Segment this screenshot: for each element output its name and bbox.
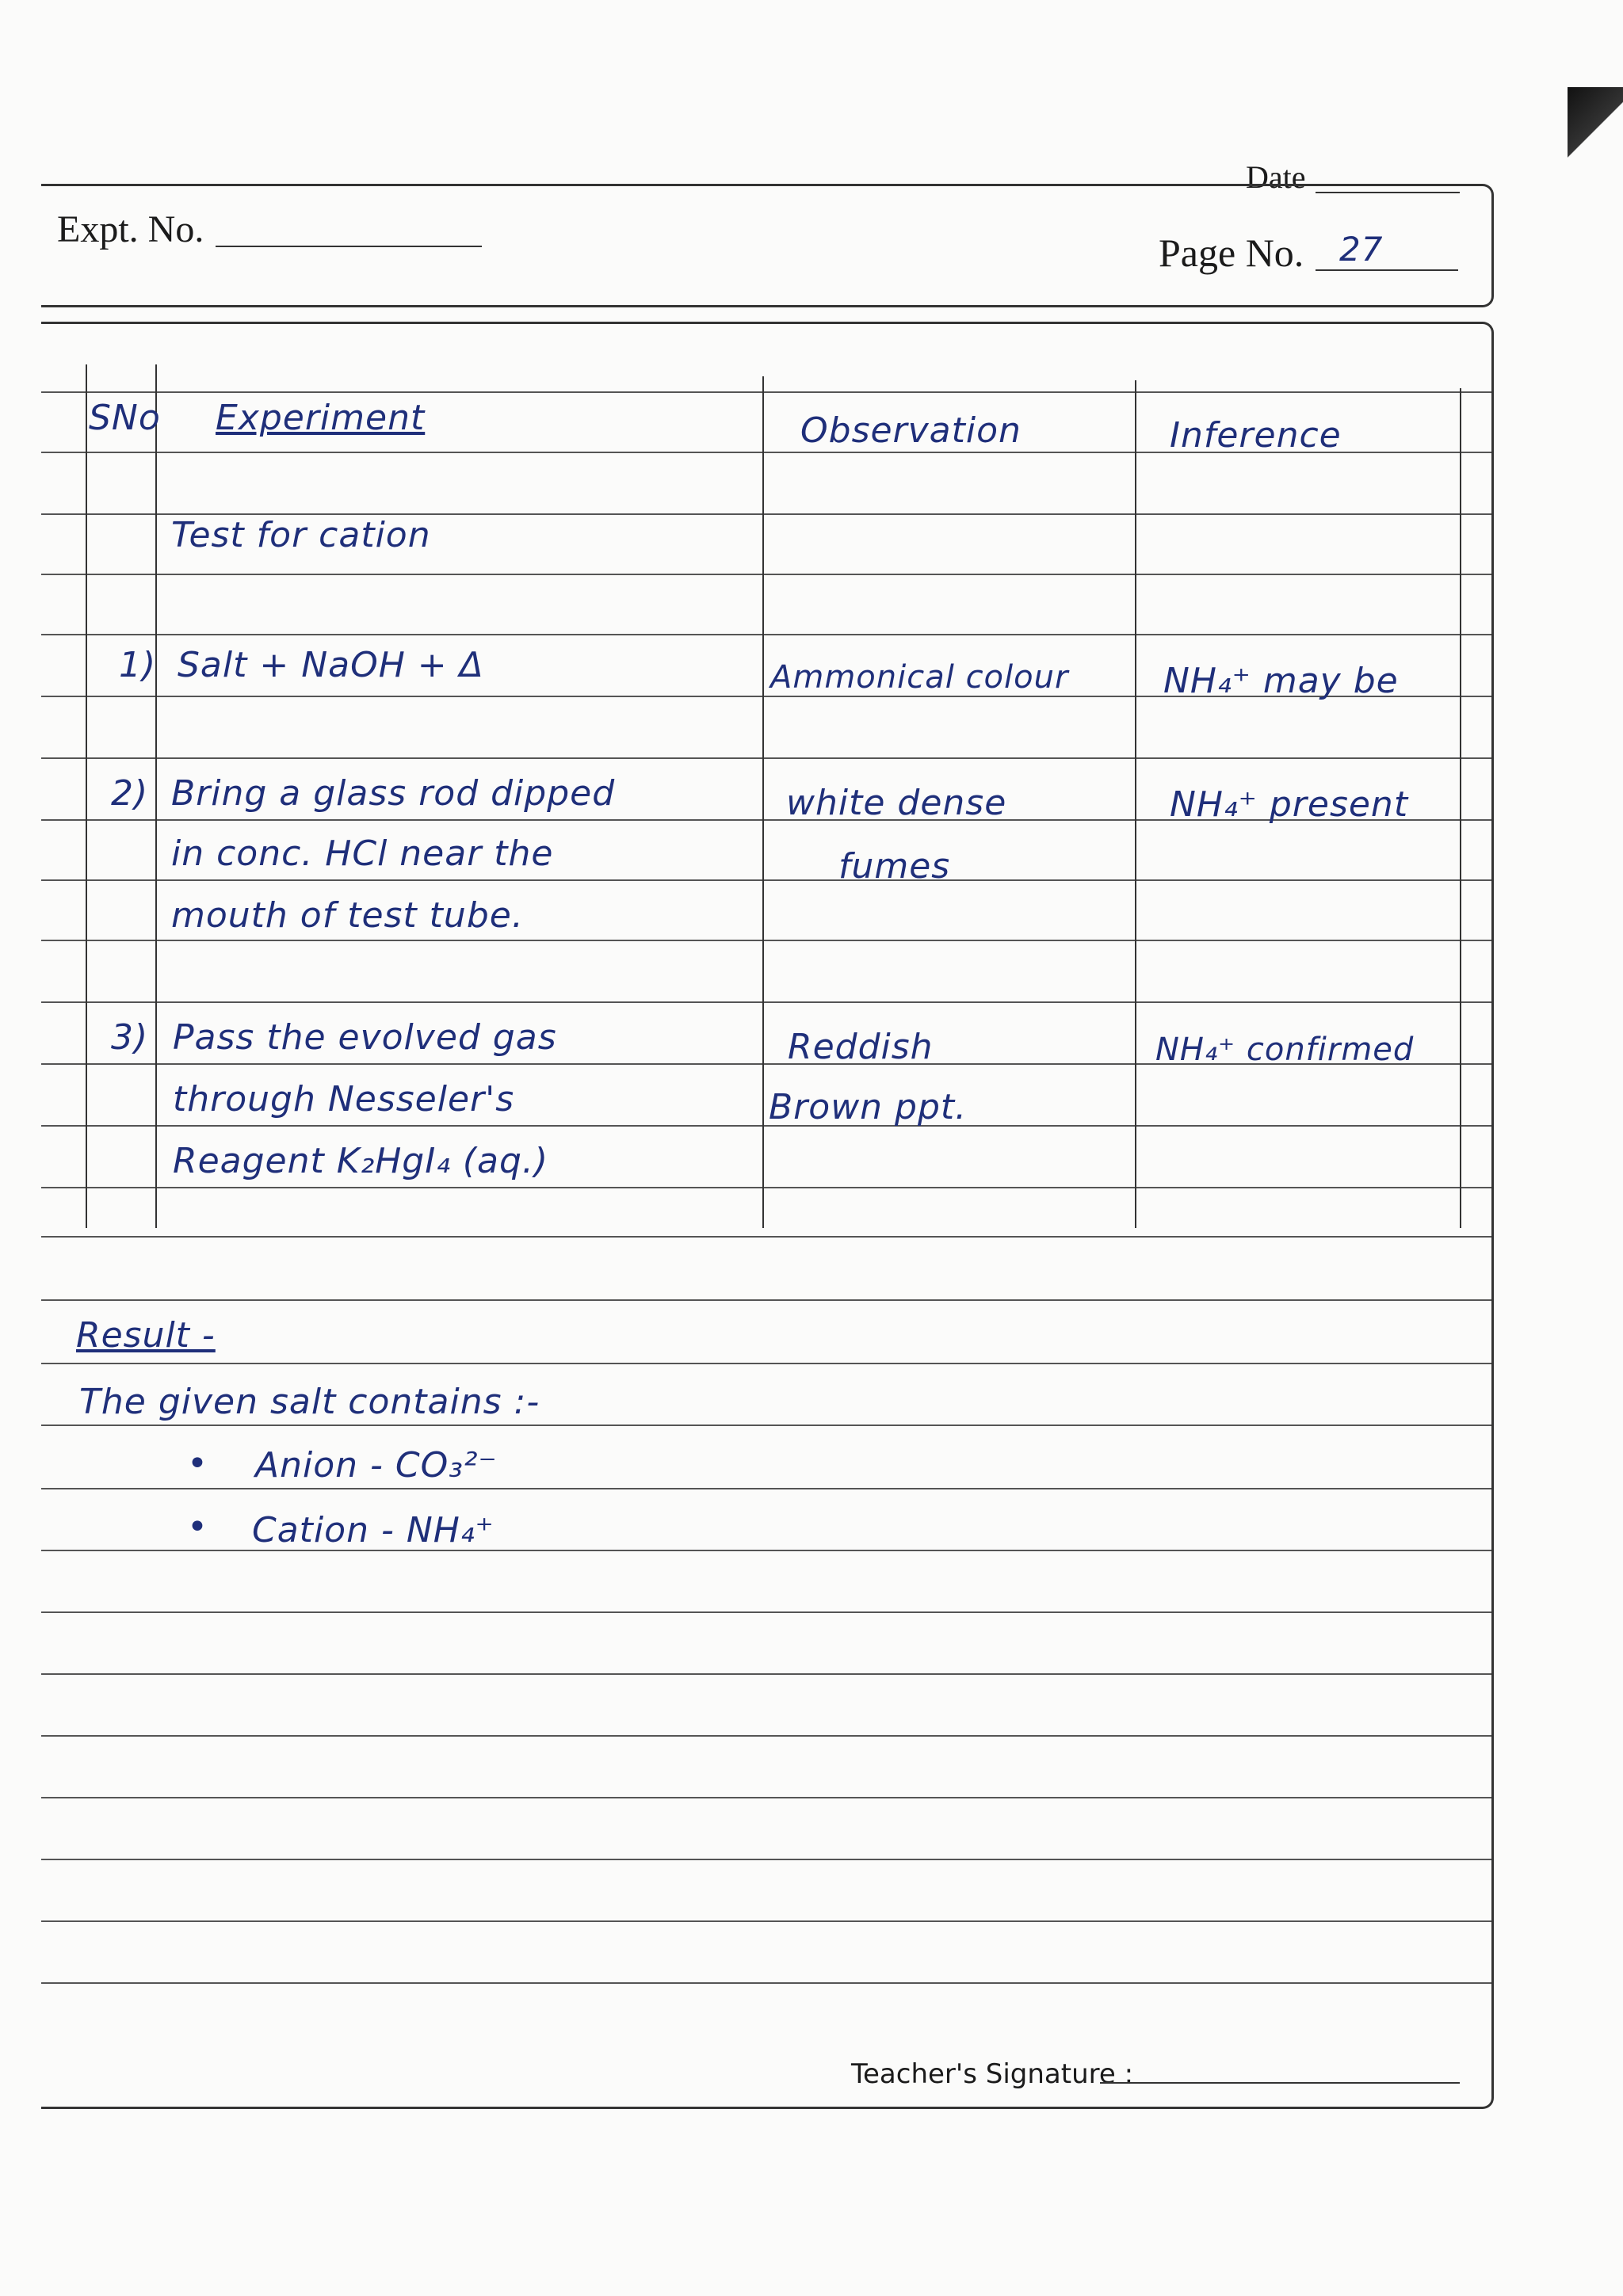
page-no-value: 27 [1339, 230, 1384, 269]
row-1-experiment-line-1: Salt + NaOH + Δ [178, 645, 484, 685]
ruled-area [41, 322, 1494, 2109]
row-3-inference-line-1: NH₄⁺ confirmed [1155, 1032, 1415, 1068]
row-3-sno: 3) [111, 1017, 149, 1058]
table-divider-sno [155, 364, 157, 1228]
page-no-label: Page No. [1159, 231, 1304, 275]
rule-line [41, 1797, 1491, 1798]
row-1-sno: 1) [119, 645, 157, 685]
column-header-experiment: Experiment [216, 398, 426, 438]
row-3-observation-line-1: Reddish [788, 1027, 934, 1067]
row-2-experiment-line-1: Bring a glass rod dipped [171, 773, 616, 814]
bullet-dot: • [187, 1444, 208, 1484]
row-3-experiment-line-2: through Nesseler's [173, 1079, 515, 1119]
row-3-experiment-line-3: Reagent K₂HgI₄ (aq.) [173, 1141, 549, 1181]
rule-line [41, 879, 1491, 881]
rule-line [41, 1299, 1491, 1301]
result-heading: Result - [76, 1315, 216, 1356]
table-border-left [86, 364, 87, 1228]
rule-line [41, 634, 1491, 635]
page-no-line [1316, 269, 1458, 271]
row-2-observation-line-1: white dense [786, 783, 1007, 823]
rule-line [41, 1125, 1491, 1127]
rule-line [41, 1001, 1491, 1003]
expt-no-label: Expt. No. [57, 208, 204, 250]
row-2-inference-line-1: NH₄⁺ present [1170, 784, 1409, 825]
teacher-signature-line [1100, 2082, 1460, 2084]
page-corner-shadow [1568, 87, 1623, 158]
rule-line [41, 757, 1491, 759]
table-divider-observation [1135, 380, 1136, 1228]
result-cation: Cation - NH₄⁺ [252, 1510, 495, 1550]
result-intro: The given salt contains :- [79, 1382, 540, 1422]
rule-line [41, 574, 1491, 575]
teacher-signature-label: Teacher's Signature : [851, 2058, 1134, 2090]
row-2-observation-line-2: fumes [838, 846, 951, 887]
rule-line [41, 940, 1491, 941]
row-1-inference-line-1: NH₄⁺ may be [1163, 661, 1399, 701]
row-2-sno: 2) [111, 773, 149, 814]
table-divider-experiment [762, 376, 764, 1228]
column-header-inference: Inference [1170, 415, 1342, 456]
rule-line [41, 1425, 1491, 1426]
row-3-observation-line-2: Brown ppt. [769, 1087, 968, 1127]
rule-line [41, 1673, 1491, 1675]
expt-no-line [216, 246, 482, 247]
column-header-observation: Observation [800, 410, 1022, 451]
rule-line [41, 1859, 1491, 1860]
rule-line [41, 1920, 1491, 1922]
rule-line [41, 1488, 1491, 1489]
column-header-sno: SNo [89, 398, 161, 438]
section-title: Test for cation [171, 515, 431, 555]
row-2-experiment-line-3: mouth of test tube. [171, 895, 524, 936]
row-1-observation-line-1: Ammonical colour [770, 659, 1069, 696]
rule-line [41, 1982, 1491, 1984]
result-anion: Anion - CO₃²⁻ [255, 1445, 498, 1486]
rule-line [41, 1735, 1491, 1737]
rule-line [41, 1363, 1491, 1364]
table-border-right [1460, 388, 1461, 1228]
rule-line [41, 1611, 1491, 1613]
row-3-experiment-line-1: Pass the evolved gas [173, 1017, 557, 1058]
bullet-dot: • [187, 1507, 208, 1547]
rule-line [41, 1236, 1491, 1238]
row-2-experiment-line-2: in conc. HCl near the [171, 833, 554, 874]
date-label: Date [1246, 159, 1306, 195]
rule-line [41, 391, 1491, 393]
rule-line [41, 1187, 1491, 1188]
